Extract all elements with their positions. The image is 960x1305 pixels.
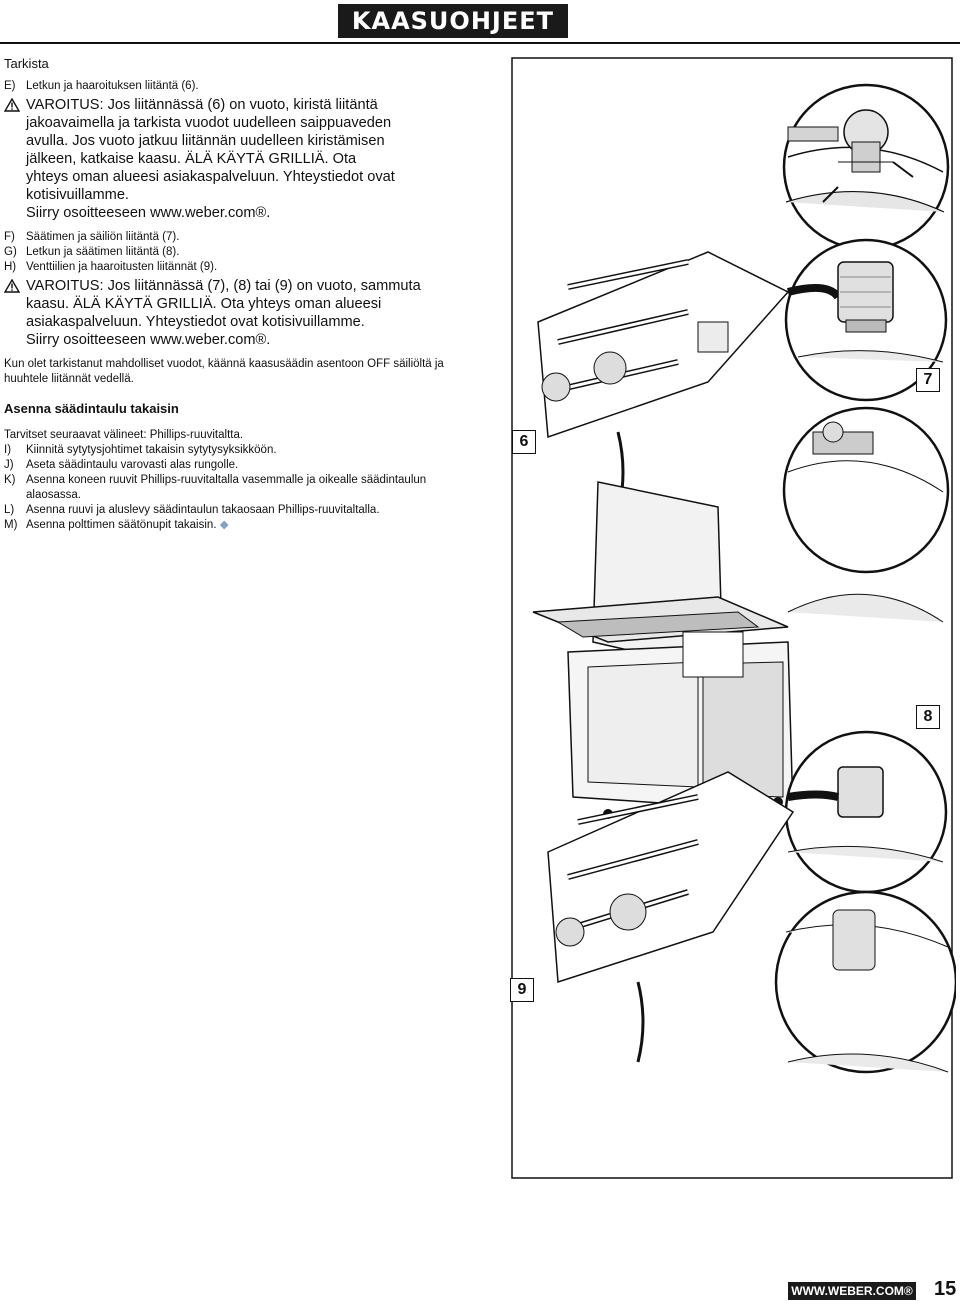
section-heading: Asenna säädintaulu takaisin	[4, 401, 179, 416]
regulator-detail-7	[784, 85, 948, 249]
page-title: KAASUOHJEET	[338, 4, 568, 38]
note-text: Kun olet tarkistanut mahdolliset vuodot, käännä kaasusäädin asentoon OFF säiliöltä ja huuhtele liitännät vedellä.	[4, 358, 444, 385]
list-item: G) Letkun ja säätimen liitäntä (8).	[4, 246, 180, 258]
warning-line: VAROITUS: Jos liitännässä (6) on vuoto, kiristä liitäntä	[26, 97, 378, 113]
page-number: 15	[934, 1278, 957, 1300]
list-item: E) Letkun ja haaroituksen liitäntä (6).	[4, 80, 199, 92]
list-item: K) Asenna koneen ruuvit Phillips-ruuvitaltalla vasemmalle ja oikealle säädintaulun alaosassa.	[4, 474, 427, 501]
tank-detail-9	[776, 892, 956, 1072]
diamond-icon: ◆	[219, 519, 229, 531]
warning-line: jälkeen, katkaise kaasu. ÄLÄ KÄYTÄ GRILLIÄ. Ota	[26, 151, 357, 167]
warning-line: VAROITUS: Jos liitännässä (7), (8) tai (9) on vuoto, sammuta	[26, 278, 421, 294]
regulator-detail-9	[786, 732, 946, 892]
warning-line: Siirry osoitteeseen www.weber.com®.	[26, 332, 271, 348]
warning-icon	[4, 96, 26, 222]
list-item: F) Säätimen ja säiliön liitäntä (7).	[4, 231, 180, 243]
warning-line: kotisivuillamme.	[26, 187, 129, 203]
callout-7: 7	[916, 368, 940, 392]
illustration-panel	[488, 52, 956, 1202]
list-item: M) Asenna polttimen säätönupit takaisin. ◆	[4, 519, 229, 531]
callout-6: 6	[512, 430, 536, 454]
tools-text: Tarvitset seuraavat välineet: Phillips-ruuvitaltta.	[4, 429, 244, 441]
text-column	[4, 52, 474, 533]
warning-line: Siirry osoitteeseen www.weber.com®.	[26, 205, 271, 221]
list-item: H) Venttiilien ja haaroitusten liitännät (9).	[4, 261, 218, 273]
warning-line: avulla. Jos vuoto jatkuu liitännän uudelleen kiristämisen	[26, 133, 385, 149]
list-item: I) Kiinnitä sytytysjohtimet takaisin sytytysyksikköön.	[4, 444, 277, 456]
warning-line: yhteys oman alueesi asiakaspalveluun. Yhteystiedot ovat	[26, 169, 395, 185]
callout-9: 9	[510, 978, 534, 1002]
warning-line: kaasu. ÄLÄ KÄYTÄ GRILLIÄ. Ota yhteys oman alueesi	[26, 296, 382, 312]
section-title: Tarkista	[4, 56, 49, 71]
header-bar	[0, 0, 960, 44]
warning-line: jakoavaimella ja tarkista vuodot uudelleen saippuaveden	[26, 115, 392, 131]
callout-8: 8	[916, 705, 940, 729]
warning-icon	[4, 277, 26, 349]
warning-block	[4, 277, 474, 349]
warning-block	[4, 96, 474, 222]
list-item: L) Asenna ruuvi ja aluslevy säädintaulun takaosaan Phillips-ruuvitaltalla.	[4, 504, 380, 516]
grill-illustration	[488, 52, 956, 1202]
list-item: J) Aseta säädintaulu varovasti alas rungolle.	[4, 459, 239, 471]
warning-line: asiakaspalveluun. Yhteystiedot ovat kotisivuillamme.	[26, 314, 365, 330]
footer-url: WWW.WEBER.COM®	[788, 1282, 916, 1300]
